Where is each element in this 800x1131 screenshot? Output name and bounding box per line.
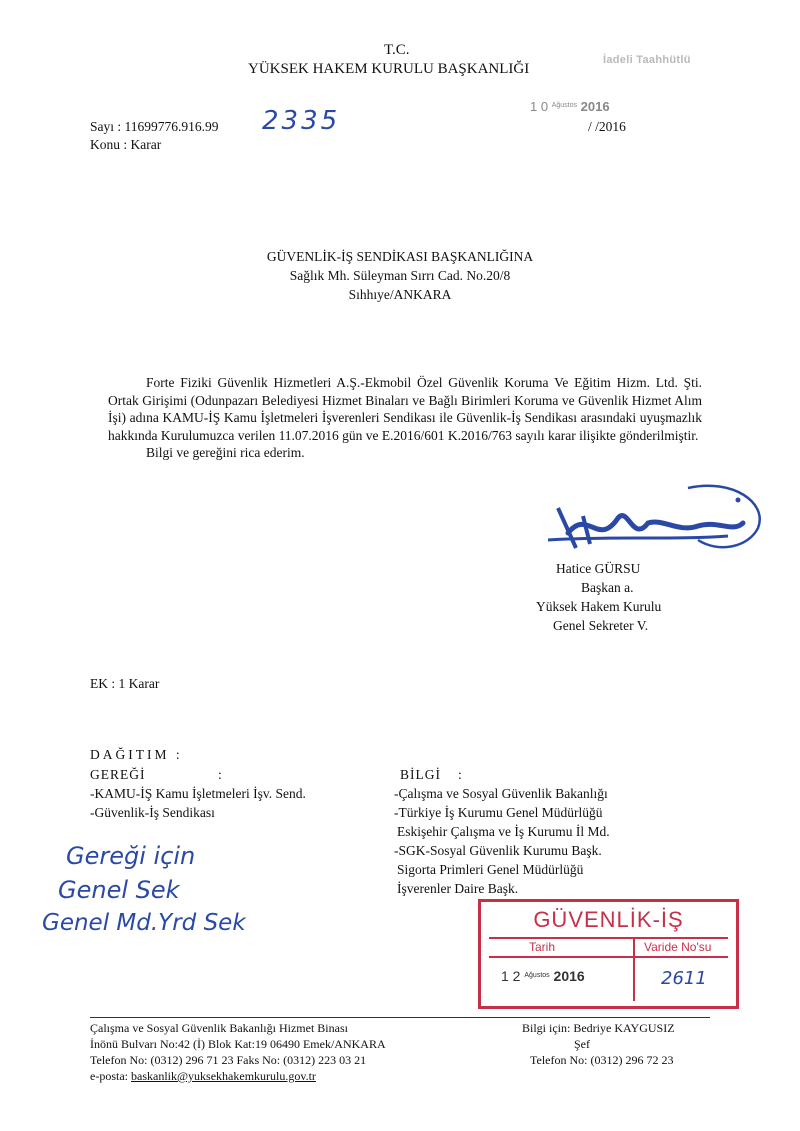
bilgi-item-5: Sigorta Primleri Genel Müdürlüğü <box>397 862 584 877</box>
attachment-line <box>90 676 159 692</box>
sent-date-stamp <box>530 99 610 114</box>
bilgi-item-1: -Çalışma ve Sosyal Güvenlik Bakanlığı <box>394 786 608 801</box>
konu-line <box>90 137 161 153</box>
sent-date-year: 2016 <box>580 99 610 114</box>
distribution-title: DAĞITIM : <box>90 747 183 762</box>
bilgi-item-6: İşverenler Daire Başk. <box>397 881 519 896</box>
attachment-label: EK <box>90 676 108 691</box>
closing-line: Bilgi ve gereğini rica ederim. <box>146 445 305 460</box>
gerei-item-1: -KAMU-İŞ Kamu İşletmeleri İşv. Send. <box>90 786 306 801</box>
handwritten-note-1: Gereği için <box>66 842 196 870</box>
signatory-name: Hatice GÜRSU <box>556 561 641 576</box>
letter-body <box>108 374 702 462</box>
sayi-label: Sayı <box>90 119 115 134</box>
sayi-value: : 11699776.916.99 <box>117 119 219 134</box>
institution-title: YÜKSEK HAKEM KURULU BAŞKANLIĞI <box>248 61 530 77</box>
receipt-date <box>501 968 585 984</box>
gerei-colon: : <box>218 767 222 782</box>
gerei-item-2: -Güvenlik-İş Sendikası <box>90 805 215 820</box>
receipt-tarih-label: Tarih <box>529 940 556 954</box>
footer-info-title: Şef <box>574 1037 590 1051</box>
recipient-address-2: Sıhhıye/ANKARA <box>348 287 452 302</box>
signature-image <box>528 478 778 558</box>
signatory-title-2: Yüksek Hakem Kurulu <box>536 599 662 614</box>
footer-info-phone: Telefon No: (0312) 296 72 23 <box>530 1053 674 1067</box>
receipt-stamp <box>478 899 739 1009</box>
signatory-title-3: Genel Sekreter V. <box>553 618 649 633</box>
bilgi-item-3: Eskişehir Çalışma ve İş Kurumu İl Md. <box>397 824 610 839</box>
bilgi-label: BİLGİ <box>400 767 441 782</box>
attachment-value: : 1 Karar <box>111 676 160 691</box>
footer-address-2: İnönü Bulvarı No:42 (İ) Blok Kat:19 06490 Emek/ANKARA <box>90 1037 386 1051</box>
sent-date-day: 1 0 <box>530 99 549 114</box>
footer-email-line <box>90 1068 316 1084</box>
handwritten-note-2: Genel Sek <box>58 876 180 904</box>
receipt-date-day: 1 2 <box>501 968 521 984</box>
recipient-block <box>250 247 550 304</box>
footer-email-link[interactable]: baskanlik@yuksekhakemkurulu.gov.tr <box>131 1069 316 1083</box>
sent-date-month: Ağustos <box>551 102 577 109</box>
receipt-varide-label: Varide No'su <box>644 940 712 954</box>
signatory-title-1: Başkan a. <box>581 580 634 595</box>
recipient-name: GÜVENLİK-İŞ SENDİKASI BAŞKANLIĞINA <box>266 249 534 264</box>
receipt-stamp-org: GÜVENLİK-İŞ <box>533 907 684 932</box>
footer-divider <box>90 1017 710 1018</box>
recipient-address-1: Sağlık Mh. Süleyman Sırrı Cad. No.20/8 <box>289 268 511 283</box>
footer-info-label: Bilgi için: Bedriye KAYGUSIZ <box>522 1021 675 1035</box>
country-label: T.C. <box>384 42 410 58</box>
konu-label: Konu <box>90 137 120 152</box>
footer-email-label: e-posta: <box>90 1069 128 1083</box>
body-paragraph: Forte Fiziki Güvenlik Hizmetleri A.Ş.-Ekmobil Özel Güvenlik Koruma Ve Eğitim Hizm. Ltd. Şti. Ortak Girişimi (Odunpazarı Belediyesi Hizmet Binaları ve Bağlı Birimleri Koruma ve Güvenlik Hizmet Alım İşi) adına KAMU-İŞ Kamu İşletmeleri İşverenleri Sendikası ile Güvenlik-İş Sendikası arasındaki uyuşmazlık hakkında Kurulumuzca verilen 11.07.2016 gün ve E.2016/601 K.2016/763 sayılı karar ilişikte gönderilmiştir. <box>108 375 702 443</box>
footer-phone: Telefon No: (0312) 296 71 23 Faks No: (0312) 223 03 21 <box>90 1053 367 1067</box>
receipt-date-month: Ağustos <box>524 972 550 979</box>
footer-address-1: Çalışma ve Sosyal Güvenlik Bakanlığı Hizmet Binası <box>90 1021 348 1035</box>
receipt-date-year: 2016 <box>553 968 585 984</box>
handwritten-note-3: Genel Md.Yrd Sek <box>42 910 246 936</box>
bilgi-item-4: -SGK-Sosyal Güvenlik Kurumu Başk. <box>394 843 602 858</box>
bilgi-item-2: -Türkiye İş Kurumu Genel Müdürlüğü <box>394 805 603 820</box>
bilgi-colon: : <box>458 767 462 782</box>
registered-mail-stamp: İadeli Taahhütlü <box>603 54 691 66</box>
gerei-label: GEREĞİ <box>90 767 146 782</box>
sayi-handwritten-number: 2335 <box>262 106 341 136</box>
receipt-number: 2611 <box>661 968 707 989</box>
sayi-line <box>90 119 219 135</box>
date-line: / /2016 <box>588 119 626 134</box>
konu-value: : Karar <box>123 137 162 152</box>
